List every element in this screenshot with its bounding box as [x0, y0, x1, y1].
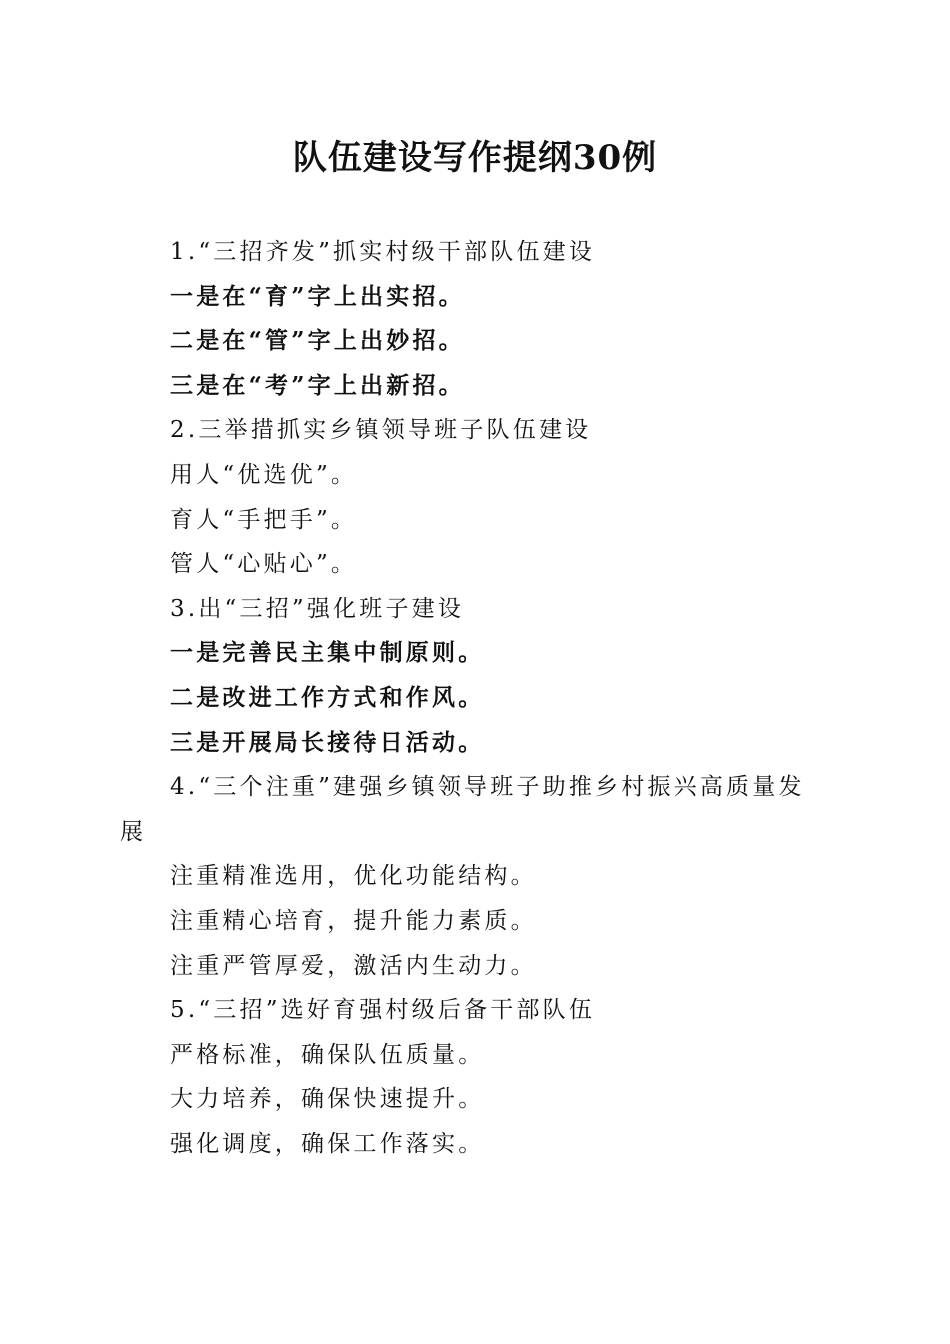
- outline-point: 注重严管厚爱，激活内生动力。: [170, 952, 537, 979]
- outline-point: 用人“优选优”。: [170, 461, 358, 488]
- outline-point: 强化调度，确保工作落实。: [170, 1130, 485, 1157]
- document-title: 队伍建设写作提纲30例: [292, 138, 658, 178]
- outline-point: 二是在“管”字上出妙招。: [170, 327, 465, 355]
- outline-point: 育人“手把手”。: [170, 506, 358, 533]
- outline-point: 三是在“考”字上出新招。: [170, 371, 465, 399]
- outline-point: 二是改进工作方式和作风。: [170, 683, 485, 711]
- outline-heading-1: 1.“三招齐发”抓实村级干部队伍建设: [170, 239, 596, 265]
- document-body: [120, 230, 830, 1166]
- outline-heading-3: 3.出“三招”强化班子建设: [170, 595, 465, 622]
- outline-point: 大力培养，确保快速提升。: [170, 1086, 485, 1113]
- outline-point: 三是开展局长接待日活动。: [170, 728, 485, 756]
- outline-heading-4: 4.“三个注重”建强乡镇领导班子助推乡村振兴高质量发展: [120, 774, 805, 845]
- outline-point: 注重精心培育，提升能力素质。: [170, 907, 537, 934]
- outline-point: 严格标准，确保队伍质量。: [170, 1041, 485, 1068]
- outline-point: 一是在“育”字上出实招。: [170, 282, 465, 310]
- outline-heading-5: 5.“三招”选好育强村级后备干部队伍: [170, 997, 596, 1024]
- outline-point: 管人“心贴心”。: [170, 551, 358, 578]
- outline-heading-2: 2.三举措抓实乡镇领导班子队伍建设: [170, 417, 592, 444]
- outline-point: 一是完善民主集中制原则。: [170, 639, 485, 667]
- outline-point: 注重精准选用，优化功能结构。: [170, 863, 537, 890]
